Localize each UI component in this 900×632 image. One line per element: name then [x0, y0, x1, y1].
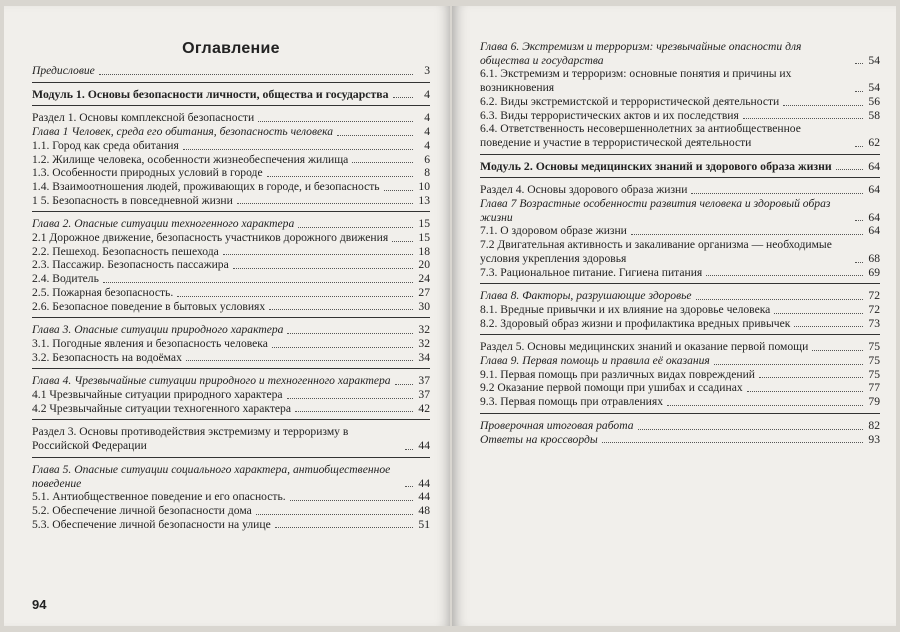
- toc-entry-page: 34: [418, 350, 430, 364]
- dot-leader: [298, 227, 413, 228]
- toc-entry-title: 8.1. Вредные привычки и их влияние на здоровье человека: [480, 302, 771, 316]
- dot-leader: [269, 309, 413, 310]
- dot-leader: [855, 262, 863, 263]
- dot-leader: [103, 282, 413, 283]
- dot-leader: [855, 220, 863, 221]
- toc-entry-page: 54: [868, 81, 880, 95]
- dot-leader: [392, 241, 413, 242]
- dot-leader: [714, 364, 863, 365]
- dot-leader: [783, 105, 863, 106]
- toc-entry-title: 6.3. Виды террористических актов и их последствия: [480, 108, 739, 122]
- toc-entry-title: Глава 6. Экстремизм и терроризм: чрезвычайные опасности для общества и государства: [480, 40, 802, 67]
- toc-entry: [480, 433, 880, 447]
- toc-entry-page: 58: [868, 108, 880, 122]
- left-toc: [32, 64, 430, 531]
- dot-leader: [405, 486, 413, 487]
- toc-entry: [32, 518, 430, 532]
- toc-entry-title: 7.3. Рациональное питание. Гигиена питания: [480, 265, 703, 279]
- dot-leader: [855, 91, 863, 92]
- toc-entry-page: 4: [424, 125, 430, 139]
- toc-entry: [32, 351, 430, 365]
- toc-entry-title: Раздел 4. Основы здорового образа жизни: [480, 183, 688, 197]
- section-divider: [480, 334, 880, 335]
- toc-entry-page: 79: [868, 395, 880, 409]
- toc-entry-page: 73: [868, 316, 880, 330]
- section-divider: [480, 154, 880, 155]
- toc-entry-page: 72: [868, 302, 880, 316]
- toc-entry-title: Раздел 1. Основы комплексной безопасности: [32, 111, 255, 125]
- toc-entry-page: 4: [424, 138, 430, 152]
- dot-leader: [631, 234, 863, 235]
- section-divider: [32, 368, 430, 369]
- toc-entry: [32, 504, 430, 518]
- toc-entry-page: 93: [868, 432, 880, 446]
- toc-entry-title: Глава 3. Опасные ситуации природного характера: [32, 323, 284, 337]
- toc-entry-page: 75: [868, 354, 880, 368]
- dot-leader: [774, 313, 863, 314]
- section-divider: [32, 211, 430, 212]
- section-divider: [480, 283, 880, 284]
- section-divider: [480, 177, 880, 178]
- toc-entry: [32, 300, 430, 314]
- toc-entry-page: 44: [418, 476, 430, 490]
- dot-leader: [405, 449, 413, 450]
- toc-entry-page: 4: [424, 111, 430, 125]
- toc-entry: [32, 337, 430, 351]
- dot-leader: [237, 203, 413, 204]
- dot-leader: [667, 405, 863, 406]
- toc-entry-page: 32: [418, 336, 430, 350]
- toc-entry-page: 8: [424, 166, 430, 180]
- toc-entry-page: 82: [868, 418, 880, 432]
- toc-entry-page: 37: [418, 388, 430, 402]
- toc-entry-page: 13: [418, 193, 430, 207]
- toc-entry: [32, 231, 430, 245]
- toc-entry-title: Глава 7 Возрастные особенности развития человека и здоровый образ жизни: [480, 197, 831, 224]
- toc-entry-page: 54: [868, 53, 880, 67]
- toc-entry: [480, 419, 880, 433]
- toc-entry: [32, 139, 430, 153]
- dot-leader: [691, 193, 863, 194]
- toc-entry-title: 1.3. Особенности природных условий в городе: [32, 166, 263, 180]
- toc-entry: [32, 88, 430, 102]
- toc-entry: [480, 266, 880, 280]
- toc-entry: [32, 153, 430, 167]
- dot-leader: [836, 169, 863, 170]
- dot-leader: [186, 360, 413, 361]
- dot-leader: [393, 97, 413, 98]
- dot-leader: [267, 176, 413, 177]
- toc-entry-title: Проверочная итоговая работа: [480, 418, 634, 432]
- toc-entry-page: 64: [868, 210, 880, 224]
- toc-entry: [480, 340, 880, 354]
- toc-entry: [32, 258, 430, 272]
- toc-entry-title: Глава 8. Факторы, разрушающие здоровье: [480, 289, 692, 303]
- toc-entry-title: Предисловие: [32, 64, 95, 77]
- toc-entry-title: 5.1. Антиобщественное поведение и его опасность.: [32, 490, 286, 504]
- toc-entry-title: 8.2. Здоровый образ жизни и профилактика вредных привычек: [480, 316, 791, 330]
- toc-entry-title: 2.5. Пожарная безопасность.: [32, 285, 174, 299]
- toc-entry: [480, 224, 880, 238]
- toc-entry-title: 1.2. Жилище человека, особенности жизнеобеспечения жилища: [32, 152, 349, 166]
- toc-entry-title: 1 5. Безопасность в повседневной жизни: [32, 193, 233, 207]
- toc-entry-title: Глава 2. Опасные ситуации техногенного характера: [32, 217, 295, 231]
- toc-entry-page: 4: [424, 86, 430, 101]
- toc-entry: [32, 402, 430, 416]
- toc-entry: [32, 125, 430, 139]
- toc-entry-title: 3.2. Безопасность на водоёмах: [32, 350, 182, 364]
- toc-entry-title: Модуль 2. Основы медицинских знаний и здорового образа жизни: [480, 158, 832, 173]
- toc-entry-title: 1.4. Взаимоотношения людей, проживающих в городе, и безопасность: [32, 179, 380, 193]
- toc-entry: [480, 381, 880, 395]
- dot-leader: [290, 500, 413, 501]
- toc-entry-title: 3.1. Погодные явления и безопасность человека: [32, 336, 268, 350]
- section-divider: [480, 413, 880, 414]
- toc-entry-title: Раздел 3. Основы противодействия экстремизму и терроризму в Российской Федерации: [32, 425, 349, 453]
- toc-entry: [480, 238, 880, 265]
- toc-entry: [32, 245, 430, 259]
- dot-leader: [352, 162, 413, 163]
- toc-entry: [480, 122, 880, 149]
- toc-entry-title: 7.2 Двигательная активность и закаливание организма — необходимые условия укрепления здоровья: [480, 238, 832, 265]
- toc-entry: [32, 272, 430, 286]
- dot-leader: [258, 121, 413, 122]
- dot-leader: [706, 275, 863, 276]
- toc-entry-page: 48: [418, 503, 430, 517]
- toc-entry: [480, 368, 880, 382]
- left-page: [4, 6, 450, 626]
- dot-leader: [812, 350, 863, 351]
- toc-entry-page: 51: [418, 517, 430, 531]
- toc-entry: [480, 160, 880, 174]
- toc-entry-page: 44: [418, 490, 430, 504]
- right-page: [452, 6, 896, 626]
- dot-leader: [223, 254, 413, 255]
- toc-entry-page: 20: [418, 258, 430, 272]
- toc-entry-page: 72: [868, 289, 880, 303]
- toc-entry-title: 6.4. Ответственность несовершеннолетних за антиобщественное поведение и участие в террористической деятельности: [480, 122, 801, 149]
- toc-entry-title: Ответы на кроссворды: [480, 432, 598, 446]
- toc-entry-title: Глава 5. Опасные ситуации социального характера, антиобщественное поведение: [32, 462, 391, 490]
- toc-entry-title: 2.3. Пассажир. Безопасность пассажира: [32, 258, 229, 272]
- toc-entry: [480, 183, 880, 197]
- toc-entry-title: 2.2. Пешеход. Безопасность пешехода: [32, 244, 219, 258]
- dot-leader: [256, 514, 413, 515]
- toc-entry-page: 56: [868, 94, 880, 108]
- toc-entry-page: 64: [868, 183, 880, 197]
- toc-entry-title: 5.2. Обеспечение личной безопасности дома: [32, 503, 252, 517]
- dot-leader: [759, 377, 863, 378]
- dot-leader: [337, 135, 413, 136]
- toc-entry: [32, 286, 430, 300]
- toc-entry-page: 64: [868, 158, 880, 173]
- toc-entry: [32, 425, 430, 452]
- dot-leader: [272, 347, 413, 348]
- dot-leader: [794, 326, 863, 327]
- toc-entry: [32, 388, 430, 402]
- toc-entry: [480, 354, 880, 368]
- dot-leader: [395, 384, 413, 385]
- toc-entry-page: 44: [418, 439, 430, 453]
- toc-entry: [32, 194, 430, 208]
- dot-leader: [384, 190, 413, 191]
- toc-entry: [32, 374, 430, 388]
- toc-entry: [32, 323, 430, 337]
- toc-entry: [32, 463, 430, 490]
- toc-entry-title: 5.3. Обеспечение личной безопасности на улице: [32, 517, 271, 531]
- toc-entry-title: 9.1. Первая помощь при различных видах повреждений: [480, 367, 755, 381]
- toc-entry-page: 10: [418, 179, 430, 193]
- dot-leader: [275, 527, 413, 528]
- toc-entry-page: 30: [418, 299, 430, 313]
- toc-entry: [480, 197, 880, 224]
- toc-entry-page: 37: [418, 374, 430, 388]
- toc-entry-title: 9.2 Оказание первой помощи при ушибах и ссадинах: [480, 381, 743, 395]
- toc-entry-title: Модуль 1. Основы безопасности личности, общества и государства: [32, 86, 389, 101]
- right-toc: [480, 40, 880, 446]
- section-divider: [32, 105, 430, 106]
- dot-leader: [295, 411, 413, 412]
- toc-entry: [480, 67, 880, 94]
- dot-leader: [287, 398, 413, 399]
- section-divider: [32, 82, 430, 83]
- toc-entry-page: 24: [418, 272, 430, 286]
- toc-entry-page: 32: [418, 323, 430, 337]
- toc-entry-title: 6.1. Экстремизм и терроризм: основные понятия и причины их возникновения: [480, 67, 792, 95]
- toc-entry-title: 9.3. Первая помощь при отравлениях: [480, 395, 664, 409]
- toc-entry-page: 15: [418, 217, 430, 231]
- toc-entry-page: 62: [868, 135, 880, 149]
- toc-entry: [480, 40, 880, 67]
- toc-entry-title: 2.4. Водитель: [32, 272, 99, 286]
- toc-entry-page: 18: [418, 244, 430, 258]
- toc-entry: [32, 217, 430, 231]
- dot-leader: [99, 74, 413, 75]
- toc-entry: [32, 180, 430, 194]
- toc-entry: [32, 166, 430, 180]
- toc-entry-page: 6: [424, 152, 430, 166]
- toc-entry-page: 75: [868, 367, 880, 381]
- toc-entry-page: 15: [418, 231, 430, 245]
- toc-entry: [480, 95, 880, 109]
- toc-entry-title: 1.1. Город как среда обитания: [32, 138, 179, 152]
- page-number: 94: [32, 597, 47, 612]
- toc-entry-title: Раздел 5. Основы медицинских знаний и оказание первой помощи: [480, 340, 809, 354]
- toc-entry: [480, 289, 880, 303]
- toc-entry: [480, 317, 880, 331]
- toc-entry-title: 6.2. Виды экстремистской и террористической деятельности: [480, 94, 780, 108]
- dot-leader: [287, 333, 413, 334]
- dot-leader: [855, 146, 863, 147]
- toc-entry-page: 77: [868, 381, 880, 395]
- toc-entry-title: 2.1 Дорожное движение, безопасность участников дорожного движения: [32, 231, 389, 245]
- toc-entry-title: 7.1. О здоровом образе жизни: [480, 224, 627, 238]
- left-toc-column: [32, 40, 430, 531]
- dot-leader: [638, 429, 863, 430]
- section-divider: [32, 317, 430, 318]
- dot-leader: [696, 299, 863, 300]
- toc-entry-page: 27: [418, 285, 430, 299]
- toc-entry: [480, 109, 880, 123]
- toc-entry-title: Глава 1 Человек, среда его обитания, безопасность человека: [32, 125, 334, 139]
- section-divider: [32, 419, 430, 420]
- right-toc-column: [480, 40, 880, 446]
- toc-entry-title: 2.6. Безопасное поведение в бытовых условиях: [32, 299, 266, 313]
- toc-entry: [480, 303, 880, 317]
- toc-entry-page: 3: [424, 64, 430, 77]
- dot-leader: [855, 63, 863, 64]
- dot-leader: [183, 149, 413, 150]
- toc-entry-page: 75: [868, 340, 880, 354]
- toc-entry-page: 42: [418, 401, 430, 415]
- toc-entry-page: 69: [868, 265, 880, 279]
- toc-entry-title: 4.2 Чрезвычайные ситуации техногенного характера: [32, 401, 291, 415]
- toc-entry-title: 4.1 Чрезвычайные ситуации природного характера: [32, 388, 283, 402]
- dot-leader: [233, 268, 413, 269]
- dot-leader: [602, 442, 863, 443]
- section-divider: [32, 457, 430, 458]
- toc-entry: [32, 111, 430, 125]
- dot-leader: [177, 296, 413, 297]
- page-title: Оглавление: [182, 40, 280, 57]
- dot-leader: [747, 391, 863, 392]
- toc-entry-page: 64: [868, 224, 880, 238]
- toc-entry-title: Глава 9. Первая помощь и правила её оказания: [480, 354, 710, 368]
- toc-entry-page: 68: [868, 251, 880, 265]
- toc-entry: [32, 64, 430, 78]
- toc-entry-title: Глава 4. Чрезвычайные ситуации природного и техногенного характера: [32, 374, 391, 388]
- toc-entry: [480, 395, 880, 409]
- dot-leader: [743, 118, 863, 119]
- toc-entry: [32, 490, 430, 504]
